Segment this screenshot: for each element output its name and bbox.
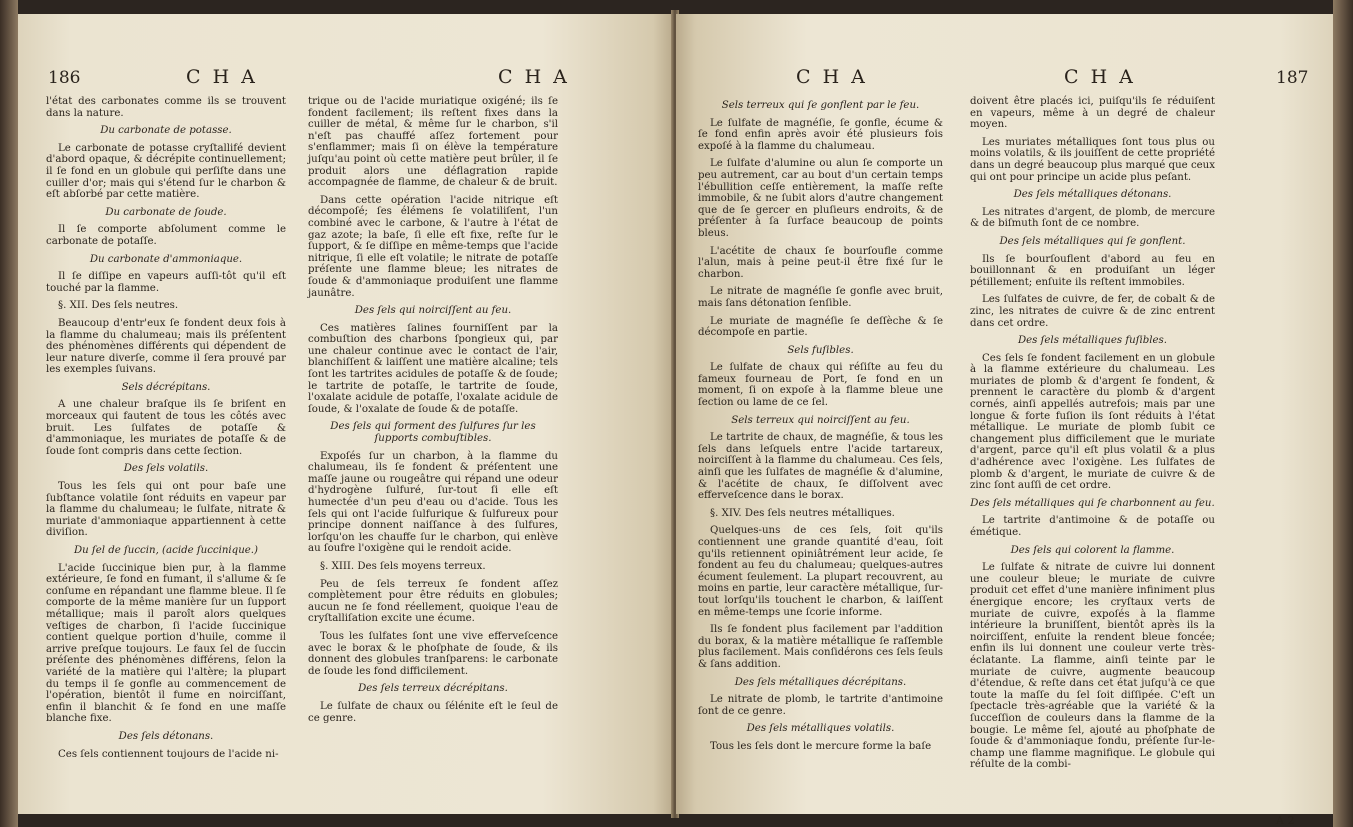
paragraph: trique ou de l'acide muriatique oxigéné; ils ſe fondent facilement; ils reſtent fixes dans la cuiller de métal, & même ſur le charbon, s'il n'eſt pas chauffé aſſez fortement pour s'enflammer; mais ſi on élève la température juſqu'au point où cette matière peut brûler, il ſe produit alors une déflagration rapide accompagnée de flamme, de chaleur & de bruit. — [308, 96, 558, 189]
section-heading: Du carbonate de potasse. — [100, 125, 232, 137]
paragraph: Ils ſe fondent plus facilement par l'addition du borax, & la matière métallique ſe raſſemble plus facilement. Mais conſidérons ces ſels ſeuls & ſans addition. — [698, 624, 943, 670]
section-heading: Sels terreux qui noirciſſent au feu. — [731, 414, 910, 426]
paragraph: L'acétite de chaux ſe bourſoufle comme l'alun, mais à peine peut-il être fixé ſur le charbon. — [698, 245, 943, 280]
right-page-column-1 — [698, 96, 943, 759]
section-heading: Des ſels métalliques qui ſe charbonnent au feu. — [970, 497, 1215, 509]
paragraph: Le tartrite d'antimoine & de potaſſe ou émétique. — [970, 515, 1215, 538]
paragraph: doivent être placés ici, puiſqu'ils ſe réduiſent en vapeurs, même à un degré de chaleur moyen. — [970, 96, 1215, 131]
paragraph: Peu de ſels terreux ſe fondent aſſez complètement pour être réduits en globules; aucun ne ſe fond réellement, quoique l'eau de cryſtalliſation excite une écume. — [308, 578, 558, 625]
paragraph: Tous les ſels qui ont pour baſe une ſubſtance volatile ſont réduits en vapeur par la flamme du chalumeau; le ſulfate, nitrate & muriate d'ammoniaque appartiennent à cette diviſion. — [46, 481, 286, 539]
page-number-right: 187 — [1276, 68, 1309, 88]
section-heading: Des ſels détonans. — [118, 730, 214, 742]
section-heading: Des ſels qui forment des ſulfures ſur les ſupports combuſtibles. — [330, 421, 536, 445]
section-heading: Des ſels métalliques détonans. — [1013, 189, 1172, 201]
paragraph: Le ſulfate & nitrate de cuivre lui donnent une couleur bleue; le muriate de cuivre produit cet effet d'une manière infiniment plus énergique encore; les cryſtaux verts de muriate de cuivre, expoſés à la flamme intérieure la bruniſſent, bientôt après ils la noirciſſent, enſuite la rendent bleue foncée; enfin ils lui donnent une couleur verte très-éclatante. La flamme, ainſi teinte par le muriate de cuivre, augmente beaucoup d'étendue, & reſte dans cet état juſqu'à ce que toute la maſſe du ſel ſoit diſſipée. C'eſt un ſpectacle très-agréable que la variété & la ſucceſſion de couleurs dans la flamme de la bougie. Le même ſel, ajouté au phoſphate de ſoude & d'ammoniaque fondu, préſente ſur-le-champ une flamme magnifique. Le globule qui réſulte de la combi- — [970, 562, 1215, 771]
paragraph: Le ſulfate de magnéſie, ſe gonfle, écume & ſe fond enfin après avoir été plusieurs fois expoſé à la flamme du chalumeau. — [698, 117, 943, 152]
paragraph: Les nitrates d'argent, de plomb, de mercure & de biſmuth ſont de ce nombre. — [970, 206, 1215, 230]
paragraph: Ces matières ſalines fourniſſent par la combuſtion des charbons ſpongieux qui, par une chaleur continue avec le contact de l'air, blanchiſſent & laiſſent une matière alcaline; tels ſont les tartrites acidules de potaſſe & de ſoude; le tartrite de potaſſe, le tartrite de ſoude, l'oxalate acidule de potaſſe, l'oxalate acidule de ſoude, & l'oxalate de ſoude & de potaſſe. — [308, 322, 558, 415]
section-heading: Sels fuſibles. — [787, 344, 854, 356]
section-heading: Sels terreux qui ſe gonflent par le feu. — [721, 100, 920, 111]
paragraph: Le nitrate de magnéſie ſe gonfle avec bruit, mais ſans détonation ſenſible. — [698, 286, 943, 309]
paragraph: Le carbonate de potasse cryſtallifé devient d'abord opaque, & décrépite continuellement; il ſe fond en un globule qui perſiſte dans une cuiller d'or; mais qui s'étend ſur le charbon & eſt abſorbé par cette matière. — [46, 142, 286, 201]
paragraph: Le nitrate de plomb, le tartrite d'antimoine ſont de ce genre. — [698, 694, 943, 717]
section-heading: Des ſels qui colorent la flamme. — [1010, 544, 1175, 556]
section-heading: Des ſels métalliques fuſibles. — [1017, 335, 1168, 347]
paragraph: Expoſés ſur un charbon, à la flamme du chalumeau, ils ſe fondent & préſentent une maſſe jaune ou rougeâtre qui répand une odeur d'hydrogène ſulfuré, ſur-tout ſi elle eſt humectée d'un peu d'eau ou d'acide. Tous les ſels qui ont l'acide ſulfurique & ſulfureux pour principe donnent naiſſance à des ſulfures, lorſqu'on les chauffe ſur le charbon, qui enlève au ſoufre l'oxigène qui le rendoit acide. — [308, 450, 558, 555]
book-edge-left — [0, 0, 18, 827]
section-heading: Des ſels métalliques décrépitans. — [734, 676, 907, 688]
running-head-left-2: C H A — [498, 66, 570, 88]
running-head-left-1: C H A — [186, 66, 258, 88]
running-head-right-1: C H A — [796, 66, 868, 88]
left-page-column-2 — [308, 96, 558, 730]
section-heading: Sels décrépitans. — [121, 381, 211, 393]
section-number-heading: §. XIV. Des ſels neutres métalliques. — [710, 507, 895, 519]
paragraph: Le ſulfate d'alumine ou alun ſe comporte un peu autrement, car au bout d'un certain temps l'ébullition ceſſe entièrement, la maſſe reſte immobile, & ne ſubit alors d'autre changement que de ſe gercer en pluſieurs endroits, & de préſenter à ſa ſurface beaucoup de points bleus. — [698, 158, 943, 239]
paragraph: Quelques-uns de ces ſels, ſoit qu'ils contiennent une grande quantité d'eau, ſoit qu'ils retiennent opiniâtrément leur acide, ſe fondent au feu du chalumeau; quelques-autres écument ſeulement. La plupart recouvrent, au moins en partie, leur caractère métallique, ſur-tout lorſqu'ils touchent le charbon, & laiſſent en même-temps une ſcorie informe. — [698, 525, 943, 618]
section-heading: Du carbonate de ſoude. — [105, 206, 227, 218]
section-number-heading: §. XIII. Des ſels moyens terreux. — [320, 560, 486, 572]
paragraph: Les muriates métalliques ſont tous plus ou moins volatils, & ils jouiſſent de cette propriété dans un degré beaucoup plus marqué que ceux qui ont pour principe un acide plus peſant. — [970, 136, 1215, 183]
paragraph: Le ſulfate de chaux qui réſiſte au feu du fameux fourneau de Port, ſe fond en un moment, ſi on expoſe à la flamme bleue une ſection ou lame de ce ſel. — [698, 362, 943, 409]
paragraph: l'état des carbonates comme ils se trouvent dans la nature. — [46, 96, 286, 119]
paragraph: Tous les ſels dont le mercure forme la baſe — [710, 740, 932, 752]
section-heading: Des ſels métalliques qui ſe gonflent. — [999, 235, 1186, 247]
paragraph: Le tartrite de chaux, de magnéſie, & tous les ſels dans leſquels entre l'acide tartareux, noirciſſent à la flamme du chalumeau. Ces ſels, ainſi que les ſulfates de magnéſie & d'alumine, & l'acétite de chaux, ſe diſſolvent avec efferveſcence dans le borax. — [698, 432, 943, 502]
section-heading: Des ſels terreux décrépitans. — [358, 683, 508, 695]
paragraph: A une chaleur braſque ils ſe briſent en morceaux qui fautent de tous les côtés avec bruit. Les ſulfates de potaſſe & d'ammoniaque, les muriates de potaſſe & de ſoude ſont compris dans cette ſection. — [46, 399, 286, 457]
paragraph: Ils ſe bourſouflent d'abord au feu en bouillonnant & en produiſant un léger pétillement; enſuite ils reſtent immobiles. — [970, 253, 1215, 288]
paragraph: Beaucoup d'entr'eux ſe fondent deux fois à la flamme du chalumeau; mais ils préſentent des phénomènes différents qui dépendent de leur nature diverſe, comme il ſera prouvé par les exemples ſuivans. — [46, 317, 286, 376]
section-heading: Des ſels métalliques volatils. — [746, 723, 895, 735]
section-heading: Du ſel de ſuccin, (acide ſuccinique.) — [73, 545, 259, 556]
book-edge-right — [1333, 0, 1353, 827]
paragraph: Le ſulfate de chaux ou ſélénite eſt le ſeul de ce genre. — [308, 700, 558, 724]
paragraph: Les ſulfates de cuivre, de fer, de cobalt & de zinc, les nitrates de cuivre & de zinc entrent dans cet ordre. — [970, 294, 1215, 329]
paragraph: Dans cette opération l'acide nitrique eſt décompoſé; ſes élémens ſe volatiliſent, l'un combiné avec le carbone, & l'autre à l'état de gaz azote; la baſe, ſi elle eſt fixe, reſte ſur le ſupport, & ſe diſſipe en même-temps que l'acide nitrique, ſi elle eſt volatile; le nitrate de potaſſe préſente une flamme bleue; les nitrates de ſoude & d'ammoniaque produiſent une flamme jaunâtre. — [308, 194, 558, 299]
section-number-heading: §. XII. Des ſels neutres. — [58, 300, 179, 312]
left-page — [18, 14, 673, 814]
section-heading: Des ſels volatils. — [123, 463, 209, 475]
paragraph: Ces ſels ſe fondent facilement en un globule à la flamme extérieure du chalumeau. Les muriates de plomb & d'argent ſe fondent, & prennent le caractère du plomb & d'argent cornés, ainſi appellés autrefois; mais par une longue & forte fuſion ils ſont réduits à l'état métallique. Le muriate de plomb ſubit ce changement plus difficilement que le muriate d'argent, parce qu'il eſt plus volatil & a plus d'adhérence avec l'oxigène. Les ſulfates de plomb & d'argent, le muriate de cuivre & de zinc ſont auſſi de cet ordre. — [970, 352, 1215, 492]
right-page — [676, 14, 1333, 827]
section-heading: Du carbonate d'ammoniaque. — [89, 253, 243, 265]
page-number-left: 186 — [48, 68, 81, 88]
right-page-column-2 — [970, 96, 1215, 777]
paragraph: Il ſe comporte abſolument comme le carbonate de potaſſe. — [46, 224, 286, 247]
left-page-column-1 — [46, 96, 286, 766]
running-head-right-2: C H A — [1064, 66, 1136, 88]
paragraph: Le muriate de magnéſie ſe deſſèche & ſe décompoſe en partie. — [698, 315, 943, 339]
paragraph: L'acide ſuccinique bien pur, à la flamme extérieure, ſe fond en fumant, il s'allume & ſe conſume en répandant une flamme bleue. Il ſe comporte de la même manière ſur un ſupport métallique; mais il paroît alors quelques veſtiges de charbon, ſi l'acide ſuccinique contient quelque portion d'huile, comme il arrive preſque toujours. Le faux ſel de ſuccin préſente des phénomènes différens, ſelon la variété de la matière qui l'altère; la plupart du temps il ſe gonfle au commencement de l'opération, bientôt il fume en noirciſſant, enfin il blanchit & ſe fond en une maſſe blanche fixe. — [46, 562, 286, 725]
signature-mark: A 2 — [1276, 814, 1295, 827]
paragraph: Ces ſels contiennent toujours de l'acide ni- — [58, 748, 279, 760]
paragraph: Il ſe diſſipe en vapeurs auſſi-tôt qu'il eſt touché par la flamme. — [46, 271, 286, 294]
section-heading: Des ſels qui noirciſſent au feu. — [354, 305, 512, 317]
paragraph: Tous les ſulfates ſont une vive efferveſcence avec le borax & le phoſphate de ſoude, & ils donnent des globules tranſparens: le carbonate de ſoude les fond difficilement. — [308, 630, 558, 677]
